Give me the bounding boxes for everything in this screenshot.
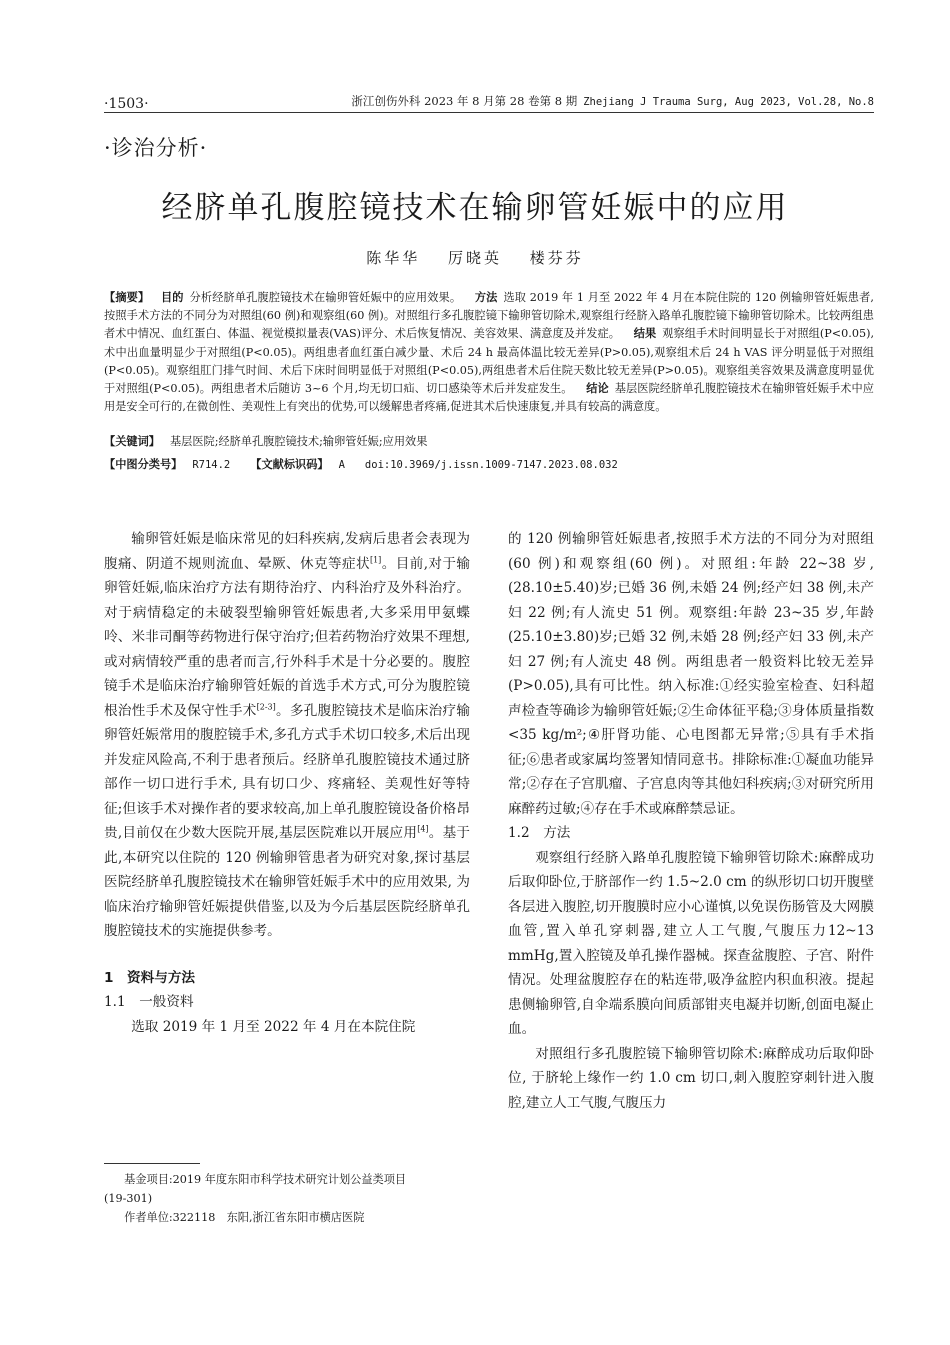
article-title: 经脐单孔腹腔镜技术在输卵管妊娠中的应用 — [161, 190, 789, 226]
left-column — [104, 527, 470, 1039]
author: 厉晓英 — [447, 249, 502, 267]
body-paragraph: 的 120 例输卵管妊娠患者,按照手术方法的不同分为对照组(60 例)和观察组(60 例)。对照组:年龄 22~38 岁,(28.10±5.40)岁;已婚 36 例,未婚 24 例;经产妇 38 例,未产妇 22 例;有人流史 51 例。观察组:年龄 23~35 岁,年龄(25.10±3.80)岁;已婚 32 例,未婚 28 例;经产妇 33 例,未产妇 27 例;有人流史 48 例。两组患者一般资料比较无差异(P>0.05),具有可比性。纳入标准:①经实验室检查、妇科超声检查等确诊为输卵管妊娠;②生命体征平稳;③身体质量指数<35 kg/m²;④肝肾功能、心电图都无异常;⑤具有手术指征;⑥患者或家属均签署知情同意书。排除标准:①凝血功能异常;②存在子宫肌瘤、子宫息肉等其他妇科疾病;③对研究所用麻醉药过敏;④存在手术或麻醉禁忌证。 — [508, 531, 874, 817]
methods-label: 方法 — [474, 291, 498, 304]
doc-code-value: A — [338, 459, 345, 471]
doi: doi:10.3969/j.issn.1009-7147.2023.08.032 — [364, 459, 618, 471]
journal-name-en: Zhejiang J Trauma Surg, Aug 2023, Vol.28, No.8 — [583, 96, 874, 108]
body-paragraph: 对照组行多孔腹腔镜下输卵管切除术:麻醉成功后取仰卧位, 于脐轮上缘作一约 1.0 cm 切口,刺入腹腔穿刺针进入腹腔,建立人工气腹,气腹压力 — [508, 1045, 874, 1111]
footnote-divider — [104, 1163, 200, 1164]
objective-label: 目的 — [160, 291, 184, 304]
right-column — [508, 527, 874, 1115]
citation: [2-3] — [256, 701, 276, 711]
subsection-heading: 1.2 方法 — [508, 825, 571, 841]
methods-text: 选取 2019 年 1 月至 2022 年 4 月在本院住院的 120 例输卵管妊娠患者,按照手术方法的不同分为对照组(60 例)和观察组(60 例)。对照组行多孔腹腔镜下输卵管切除术,观察组行经脐入路单孔腹腔镜下输卵管切除术。比较两组患者术中情况、血红蛋白、体温、视觉模拟量表(VAS)评分、术后恢复情况、美容效果、满意度及并发症。 — [104, 291, 874, 341]
section-heading: 1 资料与方法 — [104, 969, 196, 986]
fund-note: 基金项目:2019 年度东阳市科学技术研究计划公益类项目 — [124, 1173, 407, 1186]
citation: [1] — [369, 554, 382, 564]
author-list — [0, 247, 950, 268]
clc-value: R714.2 — [192, 459, 231, 471]
body-paragraph: 选取 2019 年 1 月至 2022 年 4 月在本院住院 — [131, 1018, 416, 1035]
conclusion-label: 结论 — [586, 382, 609, 396]
keywords-text: 基层医院;经脐单孔腹腔镜技术;输卵管妊娠;应用效果 — [169, 435, 428, 448]
affiliation-note: 作者单位:322118 东阳,浙江省东阳市横店医院 — [124, 1211, 365, 1224]
clc-label: 【中图分类号】 — [104, 458, 183, 471]
subsection-heading: 1.1 一般资料 — [104, 994, 194, 1010]
header-divider — [104, 112, 874, 113]
doc-code-label: 【文献标识码】 — [250, 458, 329, 471]
body-paragraph: 观察组行经脐入路单孔腹腔镜下输卵管切除术:麻醉成功后取仰卧位,于脐部作一约 1.5~2.0 cm 的纵形切口切开腹壁各层进入腹腔,切开腹膜时应小心谨慎,以免误伤肠管及大网膜血管,置入单孔穿刺器,建立人工气腹,气腹压力12~13 mmHg,置入腔镜及单孔操作器械。探查盆腹腔、子宫、附件情况。处理盆腹腔存在的粘连带,吸净盆腔内积血积液。提起患侧输卵管,自伞端系膜向间质部钳夹电凝并切断,创面电凝止血。 — [508, 849, 874, 1037]
author: 陈华华 — [366, 249, 421, 267]
footnotes — [104, 1170, 470, 1227]
abstract — [104, 289, 874, 416]
keywords — [104, 433, 874, 449]
results-text: 观察组手术时间明显长于对照组(P<0.05),术中出血量明显少于对照组(P<0.05)。两组患者血红蛋白减少量、术后 24 h 最高体温比较无差异(P>0.05),观察组术后 24 h VAS 评分明显低于对照组(P<0.05)。观察组肛门排气时间、术后下床时间明显低于对照组(P<0.05),两组患者术后住院天数比较无差异(P>0.05)。观察组美容效果及满意度明显优于对照组(P<0.05)。两组患者术后随访 3~6 个月,均无切口疝、切口感染等术后并发症发生。 — [104, 327, 874, 396]
page-number: ·1503· — [104, 96, 149, 112]
fund-note-cont: (19-301) — [104, 1192, 153, 1205]
author: 楼芬芬 — [529, 249, 584, 267]
conclusion-text: 基层医院经脐单孔腹腔镜技术在输卵管妊娠手术中应用是安全可行的,在微创性、美观性上有突出的优势,可以缓解患者疼痛,促进其术后快速康复,并具有较高的满意度。 — [104, 382, 874, 414]
results-label: 结果 — [633, 327, 657, 341]
intro-paragraph: 输卵管妊娠是临床常见的妇科疾病,发病后患者会表现为腹痛、阴道不规则流血、晕厥、休克等症状[1]。目前,对于输卵管妊娠,临床治疗方法有期待治疗、内科治疗及外科治疗。对于病情稳定的未破裂型输卵管妊娠患者,大多采用甲氨蝶呤、米非司酮等药物进行保守治疗;但若药物治疗效果不理想,或对病情较严重的患者而言,行外科手术是十分必要的。腹腔镜手术是临床治疗输卵管妊娠的首选手术方式,可分为腹腔镜根治性手术及保守性手术[2-3]。多孔腹腔镜技术是临床治疗输卵管妊娠常用的腹腔镜手术,多孔方式手术切口较多,术后出现并发症风险高,不利于患者预后。经脐单孔腹腔镜技术通过脐部作一切口进行手术, 具有切口少、疼痛轻、美观性好等特征;但该手术对操作者的要求较高,加上单孔腹腔镜设备价格昂贵,目前仅在少数大医院开展,基层医院难以开展应用[4]。基于此,本研究以住院的 120 例输卵管患者为研究对象,探讨基层医院经脐单孔腹腔镜技术在输卵管妊娠手术中的应用效果, 为临床治疗输卵管妊娠提供借鉴,以及为今后基层医院经脐单孔腹腔镜技术的实施提供参考。 — [104, 531, 471, 939]
abstract-label: 【摘要】 — [104, 291, 150, 304]
citation: [4] — [417, 824, 429, 834]
running-header — [351, 93, 874, 109]
classification — [104, 456, 874, 472]
keywords-label: 【关键词】 — [104, 435, 160, 448]
journal-name-cn: 浙江创伤外科 2023 年 8 月第 28 卷第 8 期 — [351, 94, 578, 108]
objective-text: 分析经脐单孔腹腔镜技术在输卵管妊娠中的应用效果。 — [189, 291, 462, 304]
section-tag: ·诊治分析· — [104, 136, 208, 160]
